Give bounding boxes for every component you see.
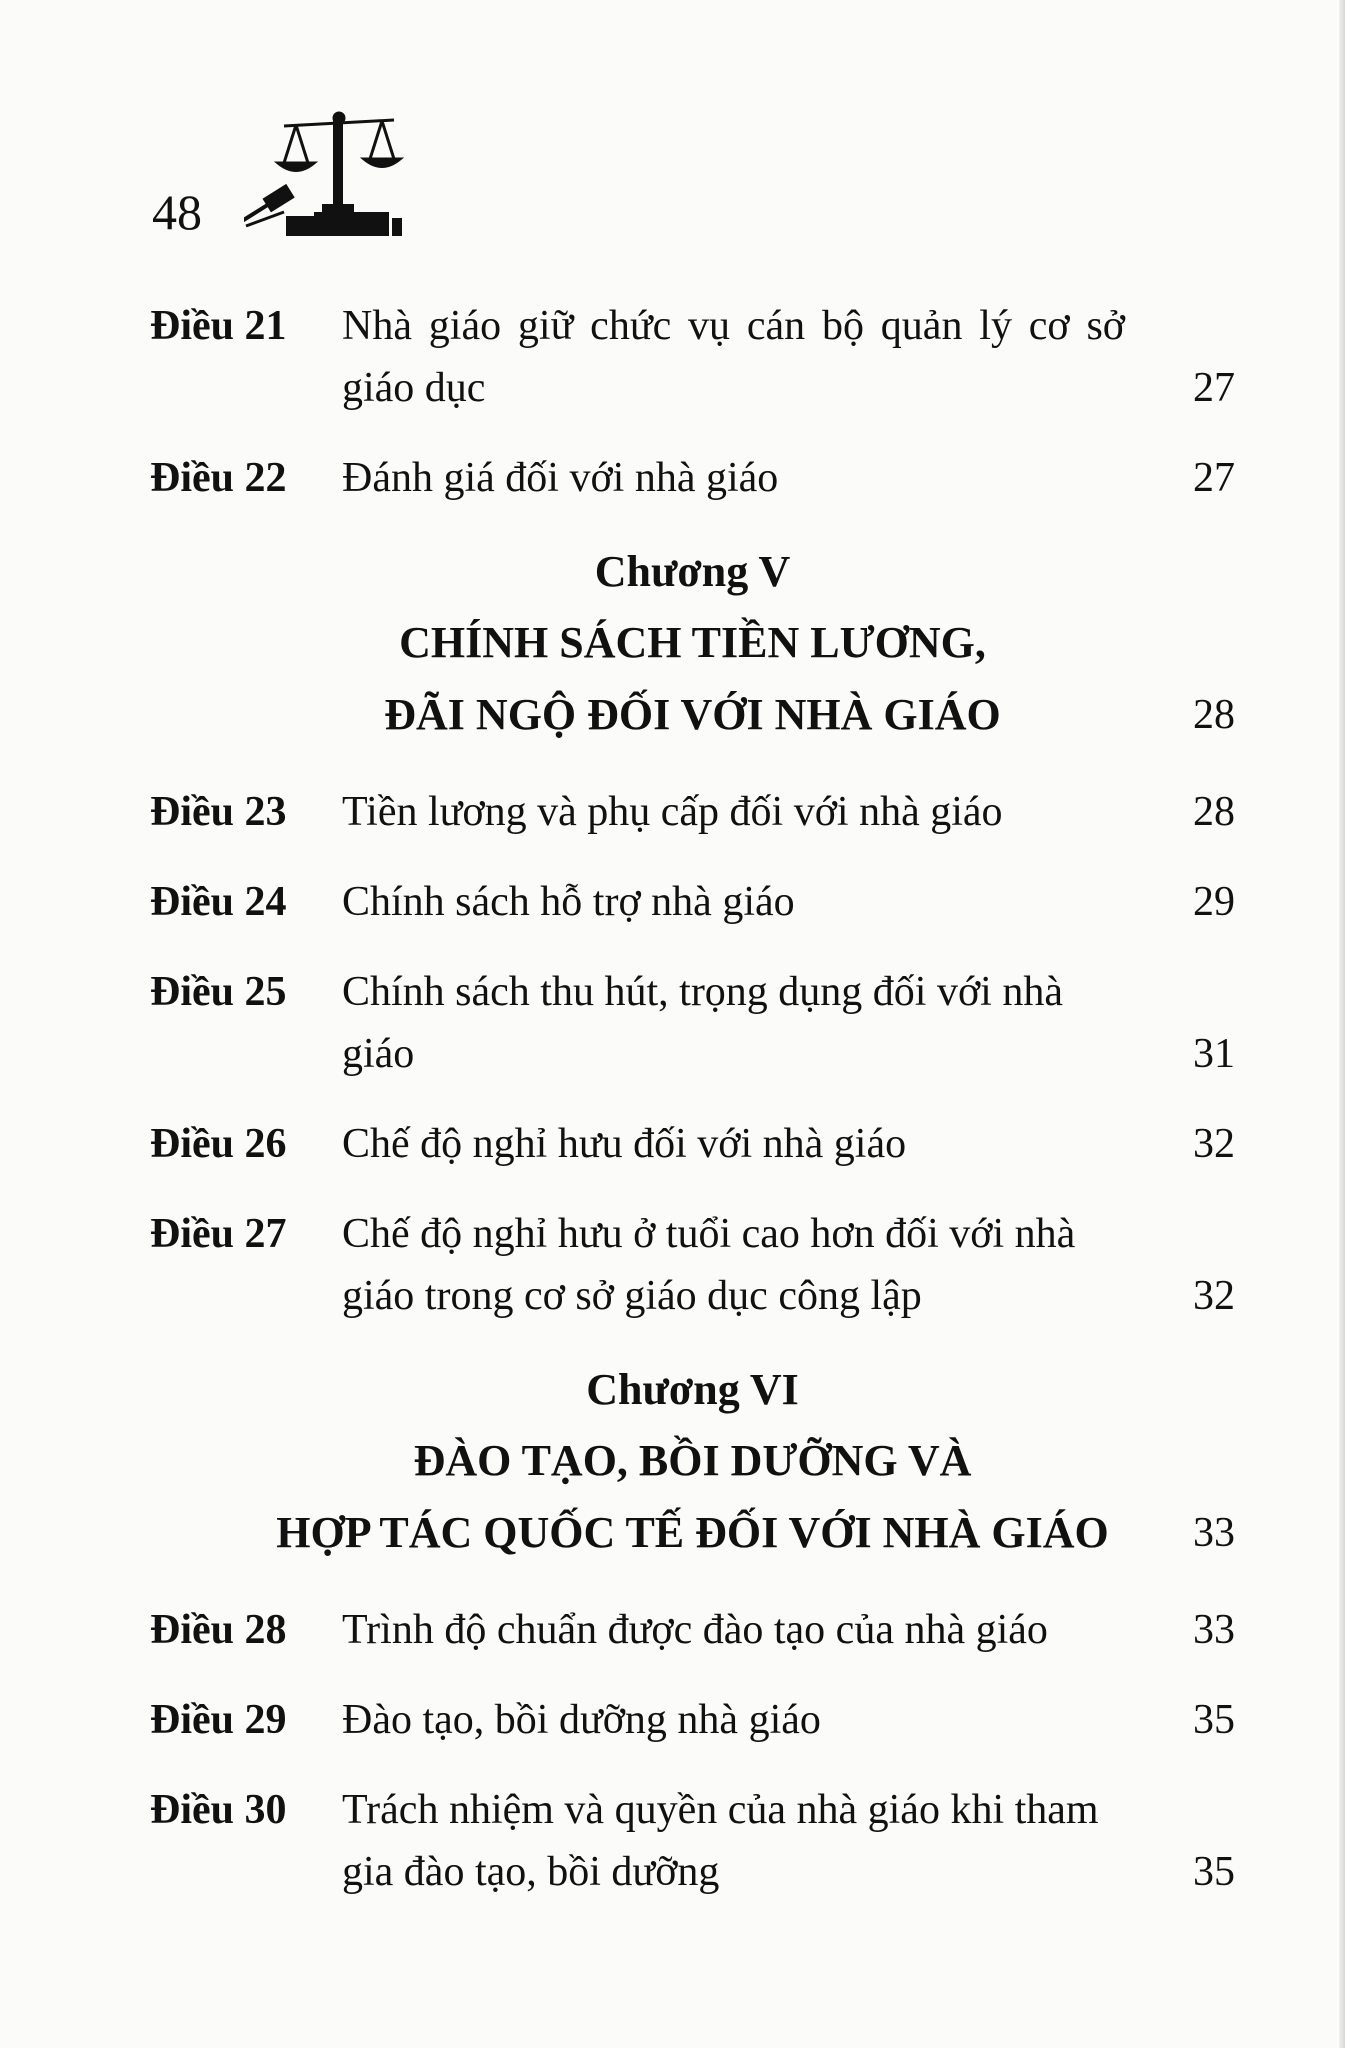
entry-label: Điều 22 <box>150 455 287 501</box>
entry-label: Điều 26 <box>150 1121 287 1167</box>
entry-title: Đào tạo, bồi dưỡng nhà giáo <box>342 1697 821 1743</box>
toc-entry-dieu-30[interactable] <box>150 1779 1235 1903</box>
entry-page-number: 33 <box>1193 1607 1235 1653</box>
chapter-title-line-1: CHÍNH SÁCH TIỀN LƯƠNG, <box>399 618 986 667</box>
entry-label: Điều 28 <box>150 1607 287 1653</box>
toc-entry-dieu-21[interactable] <box>150 295 1235 419</box>
table-of-contents <box>150 295 1235 1931</box>
entry-page-number: 28 <box>1193 789 1235 835</box>
entry-page-number: 29 <box>1193 879 1235 925</box>
entry-page-number: 31 <box>1193 1031 1235 1077</box>
entry-title: Tiền lương và phụ cấp đối với nhà giáo <box>342 789 1003 835</box>
entry-title: Chế độ nghỉ hưu đối với nhà giáo <box>342 1121 907 1167</box>
entry-label: Điều 27 <box>150 1211 287 1257</box>
toc-entry-dieu-27[interactable] <box>150 1203 1235 1327</box>
entry-title: Trình độ chuẩn được đào tạo của nhà giáo <box>342 1607 1048 1653</box>
entry-title: Đánh giá đối với nhà giáo <box>342 455 779 501</box>
entry-label: Điều 24 <box>150 879 287 925</box>
page-number: 48 <box>152 184 202 240</box>
entry-page-number: 27 <box>1193 365 1235 411</box>
entry-label: Điều 25 <box>150 969 287 1015</box>
chapter-label: Chương V <box>594 547 791 596</box>
page-header <box>152 108 452 248</box>
chapter-heading-vi[interactable] <box>150 1355 1235 1569</box>
entry-label: Điều 29 <box>150 1697 287 1743</box>
chapter-title-line-2: ĐÃI NGỘ ĐỐI VỚI NHÀ GIÁO <box>384 690 1001 739</box>
entry-page-number: 35 <box>1193 1849 1235 1895</box>
toc-entry-dieu-29[interactable] <box>150 1689 1235 1751</box>
entry-page-number: 32 <box>1193 1121 1235 1167</box>
entry-title: Trách nhiệm và quyền của nhà giáo khi tham gia đào tạo, bồi dưỡng <box>342 1787 1099 1895</box>
toc-entry-dieu-25[interactable] <box>150 961 1235 1085</box>
chapter-page-number: 28 <box>1193 692 1235 738</box>
entry-label: Điều 21 <box>150 303 287 349</box>
entry-title: Chế độ nghỉ hưu ở tuổi cao hơn đối với nhà giáo trong cơ sở giáo dục công lập <box>342 1211 1076 1319</box>
entry-page-number: 27 <box>1193 455 1235 501</box>
page-edge <box>1339 0 1345 2048</box>
entry-title: Nhà giáo giữ chức vụ cán bộ quản lý cơ sở giáo dục <box>342 303 1125 411</box>
chapter-title-line-1: ĐÀO TẠO, BỒI DƯỠNG VÀ <box>413 1436 972 1485</box>
entry-title: Chính sách hỗ trợ nhà giáo <box>342 879 795 925</box>
entry-label: Điều 23 <box>150 789 287 835</box>
entry-page-number: 35 <box>1193 1697 1235 1743</box>
chapter-heading-v[interactable] <box>150 537 1235 751</box>
chapter-page-number: 33 <box>1193 1510 1235 1556</box>
chapter-title-line-2: HỢP TÁC QUỐC TẾ ĐỐI VỚI NHÀ GIÁO <box>276 1508 1109 1557</box>
scales-of-justice-gavel-icon <box>244 108 419 236</box>
toc-entry-dieu-24[interactable] <box>150 871 1235 933</box>
chapter-label: Chương VI <box>586 1365 799 1414</box>
toc-entry-dieu-22[interactable] <box>150 447 1235 509</box>
entry-title: Chính sách thu hút, trọng dụng đối với nhà giáo <box>342 969 1063 1077</box>
toc-entry-dieu-28[interactable] <box>150 1599 1235 1661</box>
entry-label: Điều 30 <box>150 1787 287 1833</box>
toc-entry-dieu-23[interactable] <box>150 781 1235 843</box>
entry-page-number: 32 <box>1193 1273 1235 1319</box>
toc-entry-dieu-26[interactable] <box>150 1113 1235 1175</box>
